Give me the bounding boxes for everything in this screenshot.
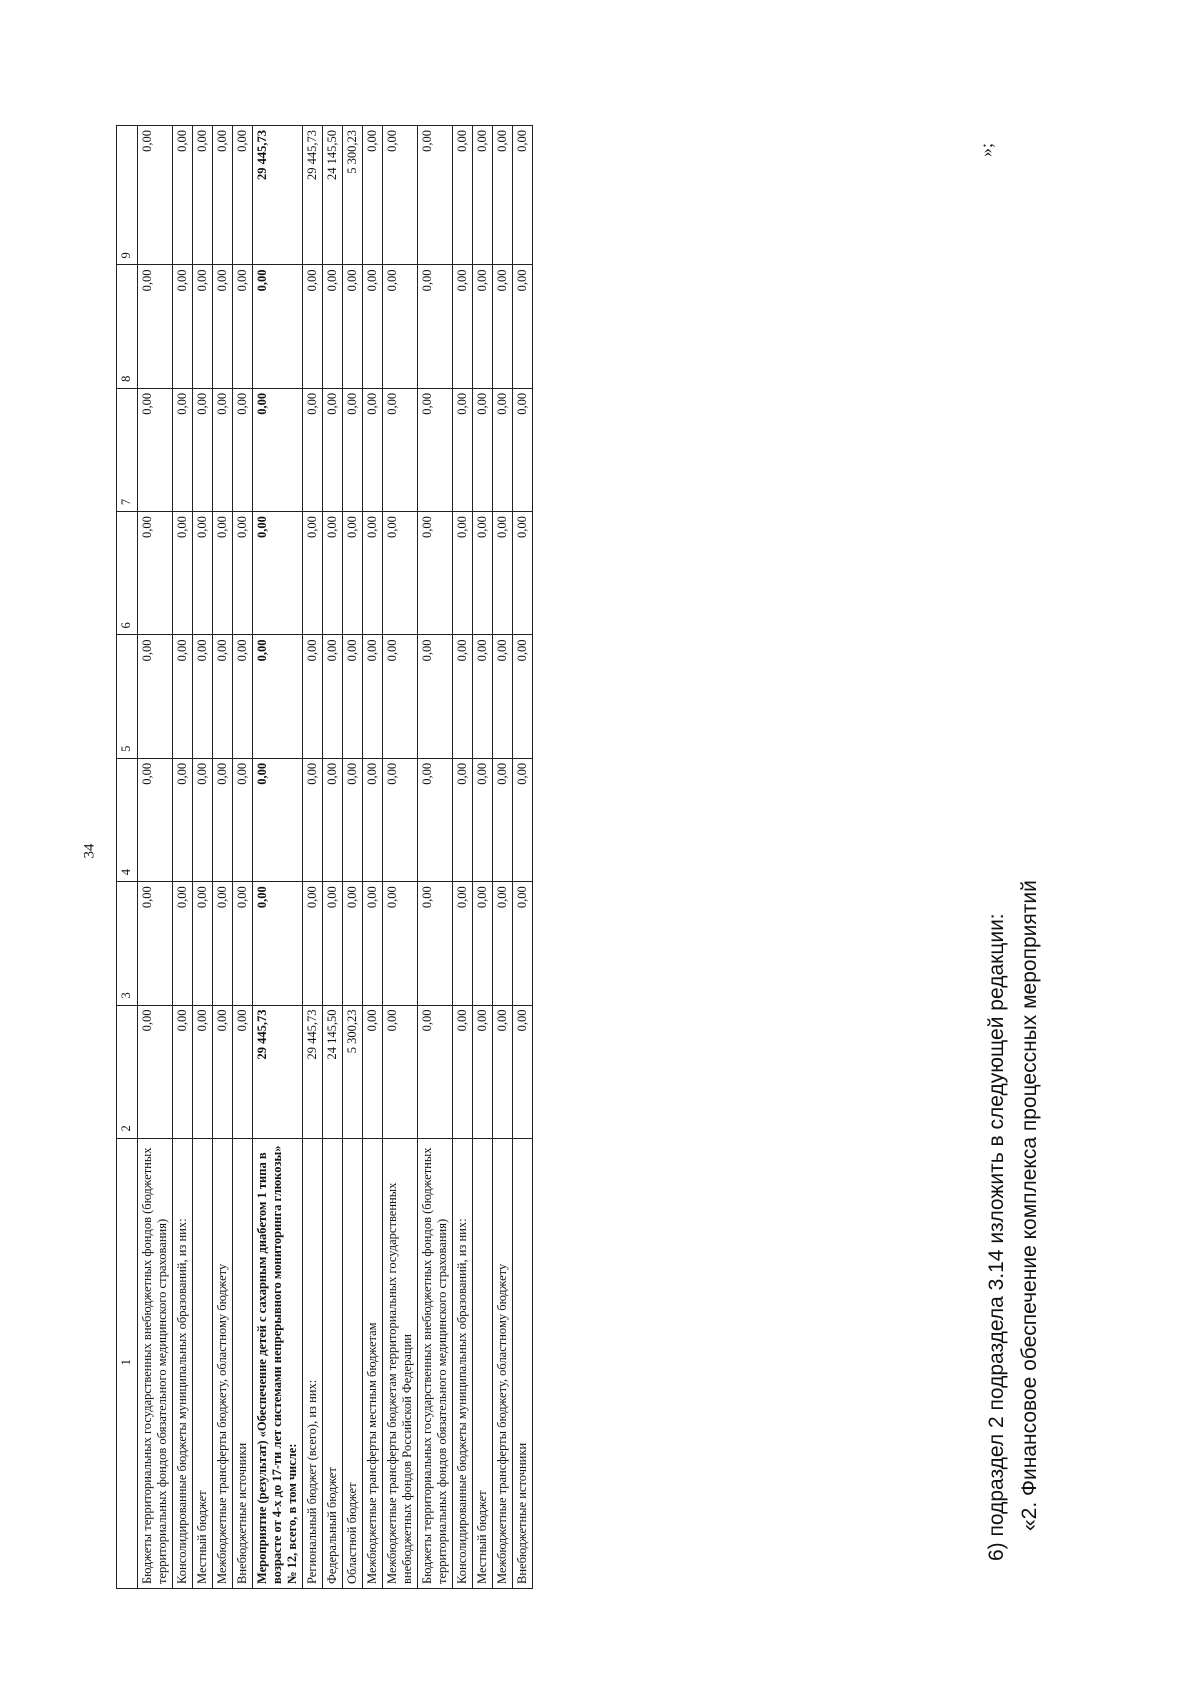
cell-value: 0,00	[193, 758, 213, 881]
rotated-page-content	[80, 71, 1120, 1631]
cell-value: 0,00	[213, 635, 233, 758]
cell-value: 0,00	[343, 882, 363, 1005]
cell-value: 0,00	[343, 265, 363, 388]
cell-value: 0,00	[138, 265, 173, 388]
cell-value: 29 445,73	[303, 1005, 323, 1138]
cell-value: 0,00	[493, 126, 513, 265]
cell-value: 0,00	[418, 882, 453, 1005]
cell-value: 0,00	[253, 635, 303, 758]
cell-value: 0,00	[473, 882, 493, 1005]
cell-value: 0,00	[473, 635, 493, 758]
cell-value: 0,00	[193, 882, 213, 1005]
cell-value: 0,00	[453, 758, 473, 881]
row-label: Региональный бюджет (всего), из них:	[303, 1138, 323, 1588]
cell-value: 0,00	[323, 635, 343, 758]
cell-value: 0,00	[303, 388, 323, 511]
row-label: Бюджеты территориальных государственных внебюджетных фондов (бюджетных территориальных фондов обязательного медицинского страхования)	[418, 1138, 453, 1588]
cell-value: 0,00	[453, 635, 473, 758]
cell-value: 0,00	[453, 1005, 473, 1138]
cell-value: 0,00	[213, 758, 233, 881]
cell-value: 0,00	[453, 388, 473, 511]
cell-value: 0,00	[138, 758, 173, 881]
row-label: Консолидированные бюджеты муниципальных образований, из них:	[173, 1138, 193, 1588]
cell-value: 0,00	[383, 512, 418, 635]
column-header: 6	[117, 512, 138, 635]
cell-value: 0,00	[343, 512, 363, 635]
cell-value: 29 445,73	[253, 1005, 303, 1138]
column-header: 1	[117, 1138, 138, 1588]
amendment-instruction: 6) подраздел 2 подраздела 3.14 изложить в следующей редакции:	[985, 913, 1008, 1561]
cell-value: 0,00	[453, 512, 473, 635]
cell-value: 0,00	[233, 126, 253, 265]
amendment-note	[980, 101, 1046, 1561]
table-row	[193, 126, 213, 1589]
cell-value: 0,00	[418, 512, 453, 635]
cell-value: 0,00	[323, 388, 343, 511]
row-label: Мероприятие (результат) «Обеспечение детей с сахарным диабетом 1 типа в возрасте от 4-х до 17-ти лет системами непрерывного мониторинга глюкозы» № 12, всего, в том числе:	[253, 1138, 303, 1588]
table-row	[343, 126, 363, 1589]
row-label: Федеральный бюджет	[323, 1138, 343, 1588]
cell-value: 0,00	[303, 882, 323, 1005]
cell-value: 0,00	[323, 265, 343, 388]
cell-value: 0,00	[303, 512, 323, 635]
cell-value: 0,00	[253, 265, 303, 388]
column-header: 4	[117, 758, 138, 881]
row-label: Местный бюджет	[193, 1138, 213, 1588]
cell-value: 0,00	[323, 882, 343, 1005]
cell-value: 0,00	[173, 126, 193, 265]
cell-value: 0,00	[513, 265, 533, 388]
cell-value: 0,00	[513, 388, 533, 511]
cell-value: 0,00	[363, 758, 383, 881]
cell-value: 0,00	[323, 758, 343, 881]
cell-value: 0,00	[493, 635, 513, 758]
cell-value: 0,00	[383, 882, 418, 1005]
cell-value: 0,00	[513, 758, 533, 881]
cell-value: 0,00	[233, 758, 253, 881]
column-header: 3	[117, 882, 138, 1005]
row-label: Бюджеты территориальных государственных внебюджетных фондов (бюджетных территориальных фондов обязательного медицинского страхования)	[138, 1138, 173, 1588]
cell-value: 0,00	[363, 1005, 383, 1138]
cell-value: 0,00	[363, 512, 383, 635]
cell-value: 0,00	[213, 1005, 233, 1138]
table-row	[493, 126, 513, 1589]
cell-value: 0,00	[193, 388, 213, 511]
table-row	[253, 126, 303, 1589]
cell-value: 0,00	[453, 126, 473, 265]
row-label: Областной бюджет	[343, 1138, 363, 1588]
row-label: Межбюджетные трансферты бюджету, областному бюджету	[493, 1138, 513, 1588]
cell-value: 0,00	[513, 882, 533, 1005]
cell-value: 0,00	[473, 388, 493, 511]
table-row	[513, 126, 533, 1589]
row-label: Консолидированные бюджеты муниципальных образований, из них:	[453, 1138, 473, 1588]
cell-value: 0,00	[363, 882, 383, 1005]
cell-value: 0,00	[173, 635, 193, 758]
cell-value: 0,00	[138, 1005, 173, 1138]
table-body	[138, 126, 533, 1589]
cell-value: 0,00	[173, 265, 193, 388]
table-row	[138, 126, 173, 1589]
cell-value: 0,00	[493, 882, 513, 1005]
cell-value: 0,00	[303, 758, 323, 881]
cell-value: 0,00	[493, 512, 513, 635]
cell-value: 0,00	[253, 758, 303, 881]
cell-value: 0,00	[418, 126, 453, 265]
cell-value: 0,00	[418, 1005, 453, 1138]
cell-value: 0,00	[173, 758, 193, 881]
cell-value: 0,00	[193, 126, 213, 265]
cell-value: 0,00	[213, 512, 233, 635]
cell-value: 0,00	[213, 388, 233, 511]
cell-value: 5 300,23	[343, 126, 363, 265]
cell-value: 0,00	[193, 1005, 213, 1138]
row-label: Межбюджетные трансферты бюджетам территориальных государственных внебюджетных фондов Российской Федерации	[383, 1138, 418, 1588]
cell-value: 0,00	[383, 265, 418, 388]
cell-value: 29 445,73	[303, 126, 323, 265]
cell-value: 0,00	[513, 126, 533, 265]
cell-value: 0,00	[363, 126, 383, 265]
cell-value: 0,00	[473, 512, 493, 635]
row-label: Внебюджетные источники	[233, 1138, 253, 1588]
section-title: «2. Финансовое обеспечение комплекса процессных мероприятий	[1018, 880, 1041, 1531]
cell-value: 0,00	[513, 635, 533, 758]
cell-value: 0,00	[343, 635, 363, 758]
row-label: Местный бюджет	[473, 1138, 493, 1588]
cell-value: 0,00	[303, 265, 323, 388]
cell-value: 0,00	[513, 1005, 533, 1138]
cell-value: 0,00	[233, 1005, 253, 1138]
table-row	[233, 126, 253, 1589]
cell-value: 0,00	[418, 758, 453, 881]
cell-value: 0,00	[493, 758, 513, 881]
cell-value: 29 445,73	[253, 126, 303, 265]
cell-value: 0,00	[343, 758, 363, 881]
cell-value: 0,00	[418, 388, 453, 511]
cell-value: 0,00	[363, 265, 383, 388]
cell-value: 5 300,23	[343, 1005, 363, 1138]
cell-value: 0,00	[173, 1005, 193, 1138]
cell-value: 0,00	[383, 635, 418, 758]
table-row	[418, 126, 453, 1589]
cell-value: 0,00	[473, 758, 493, 881]
cell-value: 0,00	[253, 512, 303, 635]
cell-value: 0,00	[138, 882, 173, 1005]
cell-value: 0,00	[138, 512, 173, 635]
table-row	[213, 126, 233, 1589]
cell-value: 0,00	[303, 635, 323, 758]
cell-value: 0,00	[493, 1005, 513, 1138]
cell-value: 0,00	[138, 126, 173, 265]
cell-value: 0,00	[383, 1005, 418, 1138]
cell-value: 0,00	[173, 882, 193, 1005]
budget-table	[116, 125, 533, 1589]
cell-value: 0,00	[193, 265, 213, 388]
cell-value: 0,00	[173, 388, 193, 511]
cell-value: 0,00	[493, 265, 513, 388]
cell-value: 0,00	[418, 265, 453, 388]
row-label: Межбюджетные трансферты бюджету, областному бюджету	[213, 1138, 233, 1588]
table-row	[303, 126, 323, 1589]
cell-value: 0,00	[473, 1005, 493, 1138]
page-number: 34	[81, 843, 98, 859]
cell-value: 0,00	[323, 512, 343, 635]
table-row	[453, 126, 473, 1589]
column-header: 2	[117, 1005, 138, 1138]
column-header: 9	[117, 126, 138, 265]
cell-value: 0,00	[363, 635, 383, 758]
cell-value: 0,00	[473, 265, 493, 388]
cell-value: 0,00	[473, 126, 493, 265]
cell-value: 0,00	[418, 635, 453, 758]
cell-value: 0,00	[253, 388, 303, 511]
cell-value: 0,00	[493, 388, 513, 511]
cell-value: 0,00	[233, 882, 253, 1005]
cell-value: 0,00	[193, 635, 213, 758]
table-row	[323, 126, 343, 1589]
column-header: 5	[117, 635, 138, 758]
cell-value: 0,00	[233, 512, 253, 635]
cell-value: 0,00	[453, 882, 473, 1005]
cell-value: 0,00	[383, 388, 418, 511]
cell-value: 0,00	[363, 388, 383, 511]
cell-value: 0,00	[233, 388, 253, 511]
table-row	[363, 126, 383, 1589]
cell-value: 0,00	[138, 635, 173, 758]
row-label: Межбюджетные трансферты местным бюджетам	[363, 1138, 383, 1588]
table-row	[383, 126, 418, 1589]
cell-value: 24 145,50	[323, 126, 343, 265]
cell-value: 0,00	[173, 512, 193, 635]
cell-value: 0,00	[193, 512, 213, 635]
cell-value: 0,00	[383, 126, 418, 265]
column-header: 7	[117, 388, 138, 511]
row-label: Внебюджетные источники	[513, 1138, 533, 1588]
cell-value: 0,00	[253, 882, 303, 1005]
closing-quote-mark: »;	[976, 142, 996, 157]
table-row	[473, 126, 493, 1589]
cell-value: 0,00	[213, 882, 233, 1005]
column-header: 8	[117, 265, 138, 388]
cell-value: 0,00	[383, 758, 418, 881]
cell-value: 0,00	[233, 635, 253, 758]
cell-value: 0,00	[138, 388, 173, 511]
cell-value: 0,00	[343, 388, 363, 511]
table-header-row	[117, 126, 138, 1589]
cell-value: 0,00	[233, 265, 253, 388]
cell-value: 24 145,50	[323, 1005, 343, 1138]
table-row	[173, 126, 193, 1589]
cell-value: 0,00	[213, 265, 233, 388]
cell-value: 0,00	[453, 265, 473, 388]
cell-value: 0,00	[213, 126, 233, 265]
cell-value: 0,00	[513, 512, 533, 635]
